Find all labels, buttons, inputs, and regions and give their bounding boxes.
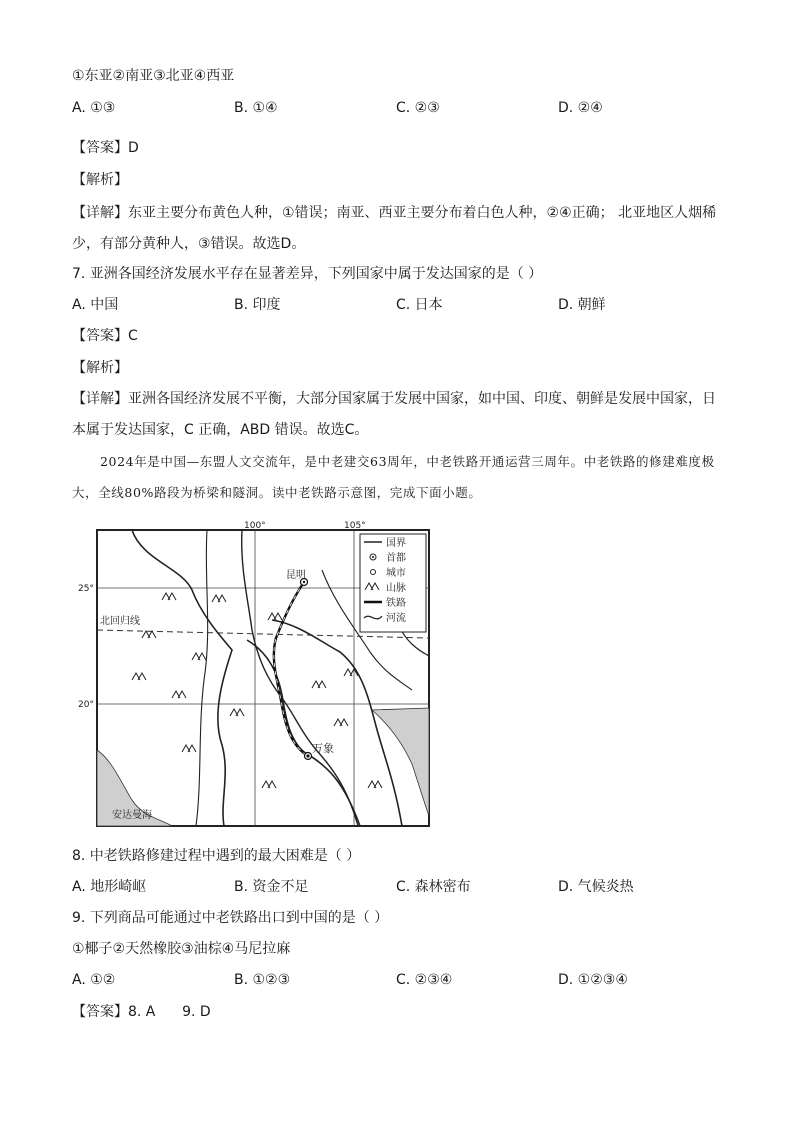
q7-detail: 【详解】亚洲各国经济发展不平衡，大部分国家属于发展中国家，如中国、印度、朝鲜是发展中国家，日本属于发达国家，C 正确，ABD 错误。故选C。 [72, 391, 716, 438]
lat-20-label: 20° [78, 700, 94, 710]
q7-option-d: D. 朝鲜 [558, 297, 606, 313]
vientiane-label: 万象 [312, 742, 334, 755]
q6-detail: 【详解】东亚主要分布黄色人种，①错误；南亚、西亚主要分布着白色人种，②④正确； 北亚地区人烟稀少，有部分黄种人，③错误。故选D。 [72, 205, 717, 252]
q6-stem: ①东亚②南亚③北亚④西亚 [72, 68, 235, 84]
q7-stem: 7. 亚洲各国经济发展水平存在显著差异，下列国家中属于发达国家的是（ ） [72, 266, 543, 282]
q7-answer: 【答案】C [72, 328, 138, 344]
q9-option-b: B. ①②③ [234, 972, 291, 988]
q6-option-a: A. ①③ [72, 100, 116, 116]
legend-label-river: 河流 [386, 613, 406, 624]
q8-q9-answer: 【答案】8. A 9. D [72, 1004, 211, 1020]
kunming-label: 昆明 [286, 570, 306, 581]
q9-option-d: D. ①②③④ [558, 972, 628, 988]
q9-option-c: C. ②③④ [396, 972, 453, 988]
q6-option-b: B. ①④ [234, 100, 278, 116]
q8-stem: 8. 中老铁路修建过程中遇到的最大困难是（ ） [72, 848, 361, 864]
q6-option-c: C. ②③ [396, 100, 440, 116]
legend-label-mountain: 山脉 [386, 583, 406, 594]
kunming-dot [303, 581, 305, 583]
lon-100-label: 100° [244, 521, 266, 531]
andaman-sea-label: 安达曼海 [112, 810, 152, 821]
q7-option-b: B. 印度 [234, 297, 281, 313]
q7-option-a: A. 中国 [72, 297, 119, 313]
q7-option-c: C. 日本 [396, 297, 443, 313]
q7-analysis-label: 【解析】 [72, 360, 128, 376]
china-laos-railway-map [72, 520, 442, 830]
lat-25-label: 25° [78, 584, 94, 594]
legend-label-capital: 首都 [386, 553, 406, 564]
q6-analysis-label: 【解析】 [72, 172, 128, 188]
q6-option-d: D. ②④ [558, 100, 603, 116]
map-svg [72, 520, 442, 830]
q9-stem: 9. 下列商品可能通过中老铁路出口到中国的是（ ） [72, 910, 389, 926]
q8-option-a: A. 地形崎岖 [72, 879, 147, 895]
q8-option-b: B. 资金不足 [234, 879, 309, 895]
reading-passage: 2024年是中国—东盟人文交流年，是中老建交63周年，中老铁路开通运营三周年。中老铁路的修建难度极大，全线80%路段为桥梁和隧洞。读中老铁路示意图，完成下面小题。 [72, 454, 715, 500]
legend-label-railway: 铁路 [386, 598, 406, 609]
tropic-label: 北回归线 [100, 616, 140, 627]
q8-option-d: D. 气候炎热 [558, 879, 634, 895]
q6-answer: 【答案】D [72, 140, 139, 156]
q8-option-c: C. 森林密布 [396, 879, 471, 895]
legend-label-border: 国界 [386, 538, 406, 549]
q9-sub-items: ①椰子②天然橡胶③油棕④马尼拉麻 [72, 941, 291, 957]
legend-city-icon [371, 570, 376, 575]
legend-label-city: 城市 [386, 568, 406, 579]
lon-105-label: 105° [344, 521, 366, 531]
vientiane-dot [306, 754, 309, 757]
q9-option-a: A. ①② [72, 972, 116, 988]
